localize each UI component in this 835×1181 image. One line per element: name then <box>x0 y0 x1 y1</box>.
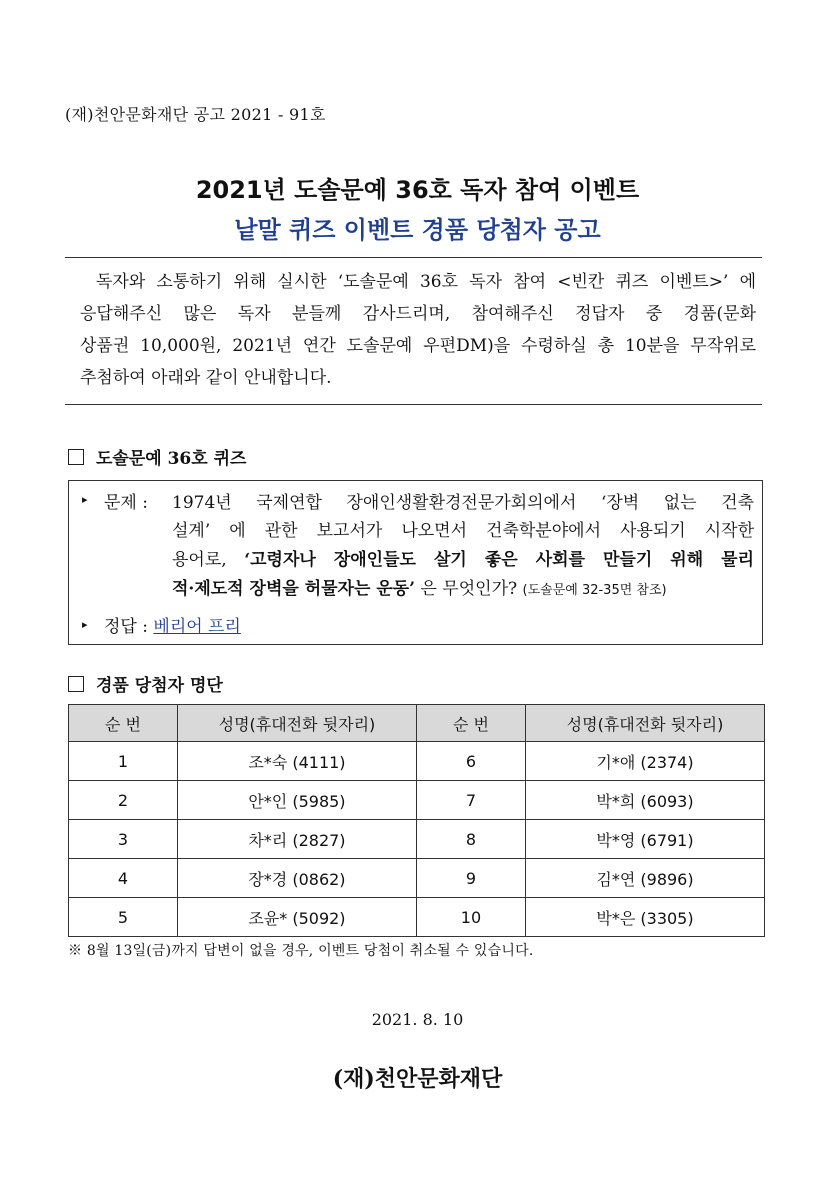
intro-line-1: 독자와 소통하기 위해 실시한 ‘도솔문예 36호 독자 참여 <빈칸 퀴즈 이벤트>’ 에 <box>96 272 756 292</box>
title-line-2: 낱말 퀴즈 이벤트 경품 당첨자 공고 <box>234 216 601 244</box>
answer-label: 정답 : <box>104 617 154 637</box>
question-line-3-text: 용어로, <box>172 550 245 570</box>
cell-name: 차*리 (2827) <box>177 820 416 859</box>
cell-no: 10 <box>416 898 525 937</box>
cell-name: 박*은 (3305) <box>526 898 765 937</box>
cell-name: 조*숙 (4111) <box>177 742 416 781</box>
organization-name: (재)천안문화재단 <box>332 1066 503 1092</box>
table-row <box>69 859 765 898</box>
cell-no: 3 <box>69 820 178 859</box>
cell-no: 2 <box>69 781 178 820</box>
answer-row <box>104 612 241 637</box>
table-row <box>69 820 765 859</box>
document-number: (재)천안문화재단 공고 2021 - 91호 <box>65 105 326 124</box>
divider-bottom <box>65 404 762 405</box>
question-highlight-2: 적·제도적 장벽을 허물자는 운동’ <box>172 579 416 599</box>
table-header-row <box>69 705 765 742</box>
header-no-right: 순 번 <box>416 705 525 742</box>
checkbox-square-icon <box>68 676 84 692</box>
question-highlight-1: ‘고령자나 장애인들도 살기 좋은 사회를 만들기 위해 물리 <box>244 550 754 570</box>
cell-name: 박*영 (6791) <box>526 820 765 859</box>
cell-no: 4 <box>69 859 178 898</box>
cell-no: 7 <box>416 781 525 820</box>
checkbox-square-icon <box>68 449 84 465</box>
cell-name: 장*경 (0862) <box>177 859 416 898</box>
cell-name: 안*인 (5985) <box>177 781 416 820</box>
cell-no: 5 <box>69 898 178 937</box>
question-line-3 <box>172 545 754 570</box>
header-name-right: 성명(휴대전화 뒷자리) <box>526 705 765 742</box>
table-row <box>69 898 765 937</box>
announcement-date: 2021. 8. 10 <box>371 1010 464 1029</box>
divider-top <box>65 257 762 258</box>
winners-section-heading <box>68 671 223 696</box>
question-reference: (도솔문예 32-35면 참조) <box>522 583 667 598</box>
winners-heading-text: 경품 당첨자 명단 <box>96 676 223 696</box>
table-row <box>69 742 765 781</box>
header-no-left: 순 번 <box>69 705 178 742</box>
notice-footnote: ※ 8월 13일(금)까지 답변이 없을 경우, 이벤트 당첨이 취소될 수 있습니다. <box>68 943 534 959</box>
cell-no: 8 <box>416 820 525 859</box>
cell-no: 9 <box>416 859 525 898</box>
question-line-2: 설계’ 에 관한 보고서가 나오면서 건축학분야에서 사용되기 시작한 <box>172 521 754 541</box>
header-name-left: 성명(휴대전화 뒷자리) <box>177 705 416 742</box>
quiz-heading-text: 도솔문예 36호 퀴즈 <box>96 449 247 469</box>
answer-value: 베리어 프리 <box>153 617 241 637</box>
question-line-4 <box>172 574 754 599</box>
table-row <box>69 781 765 820</box>
cell-no: 6 <box>416 742 525 781</box>
question-bullet-icon: ▸ <box>82 493 88 506</box>
cell-name: 조윤* (5092) <box>177 898 416 937</box>
intro-paragraph <box>80 266 756 394</box>
intro-line-4: 추첨하여 아래와 같이 안내합니다. <box>80 368 332 388</box>
title-line-1: 2021년 도솔문예 36호 독자 참여 이벤트 <box>195 176 640 204</box>
quiz-section-heading <box>68 444 246 469</box>
answer-bullet-icon: ▸ <box>82 618 88 631</box>
winners-table <box>68 704 765 937</box>
question-line-1: 1974년 국제연합 장애인생활환경전문가회의에서 ‘장벽 없는 건축 <box>172 493 754 513</box>
question-line-4-text: 은 무엇인가? <box>415 579 523 599</box>
intro-line-3: 상품권 10,000원, 2021년 연간 도솔문예 우편DM)을 수령하실 총 10분을 무작위로 <box>80 336 756 356</box>
cell-no: 1 <box>69 742 178 781</box>
intro-line-2: 응답해주신 많은 독자 분들께 감사드리며, 참여해주신 정답자 중 경품(문화 <box>80 304 756 324</box>
cell-name: 박*희 (6093) <box>526 781 765 820</box>
cell-name: 김*연 (9896) <box>526 859 765 898</box>
question-label: 문제 : <box>104 493 148 513</box>
cell-name: 기*애 (2374) <box>526 742 765 781</box>
